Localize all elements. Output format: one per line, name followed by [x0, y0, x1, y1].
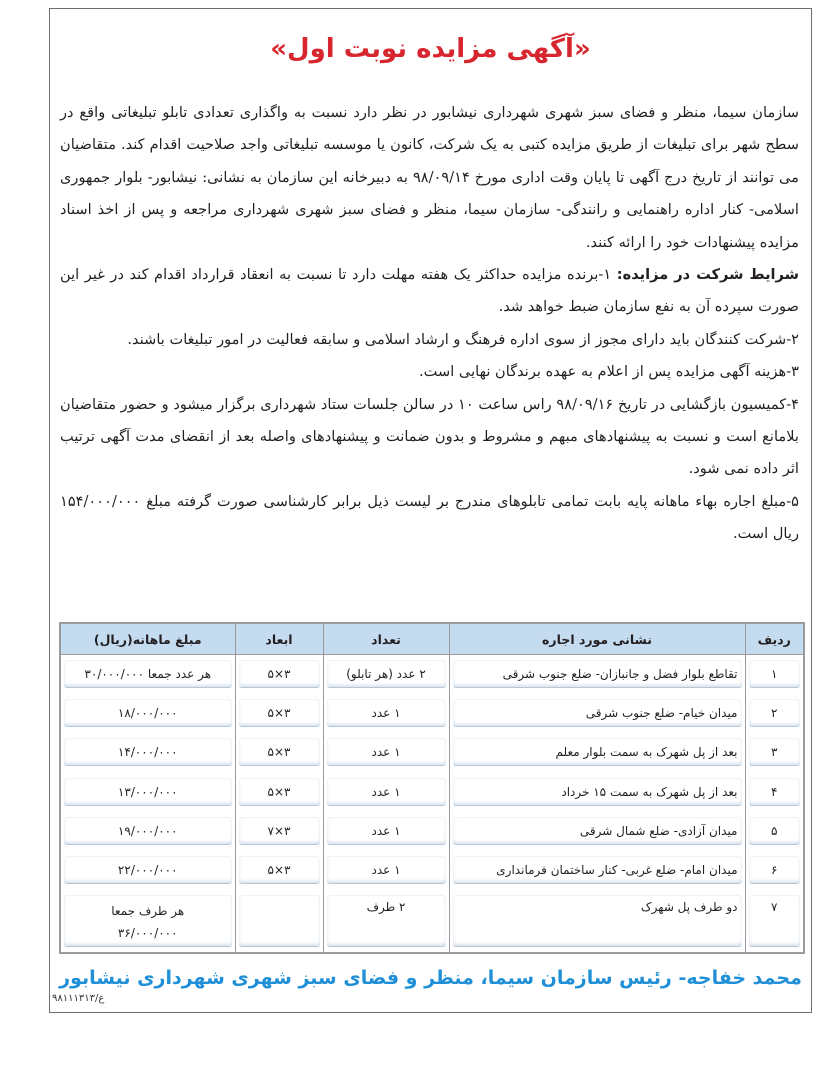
header-monthly-amount: مبلغ ماهانه(ریال) — [61, 624, 235, 655]
billboard-grid — [61, 624, 803, 952]
condition-3-paragraph: ۳-هزینه آگهی مزایده پس از اعلام به عهده برندگان نهایی است. — [419, 363, 799, 381]
row-dimensions: ۳×۵ — [239, 738, 320, 766]
condition-1-text: ۱-برنده مزایده حداکثر یک هفته مهلت دارد تا نسبت به انعقاد قرارداد اقدام کند در غیر این صورت سپرده آن به نفع سازمان ضبط خواهد شد. — [60, 266, 799, 316]
row-amount: ۱۳/۰۰۰/۰۰۰ — [64, 778, 232, 806]
billboard-table — [59, 622, 805, 954]
conditions-label: شرایط شرکت در مزایده: — [616, 266, 799, 284]
row-dimensions: ۳×۷ — [239, 817, 320, 845]
row-count: ۲ عدد (هر تابلو) — [327, 660, 446, 688]
condition-5-paragraph: ۵-مبلغ اجاره بهاء ماهانه پایه بابت تمامی تابلوهای مندرج بر لیست ذیل برابر کارشناسی صورت گرفته مبلغ ۱۵۴/۰۰۰/۰۰۰ ریال است. — [60, 492, 799, 543]
notice-code: ع/۹۸۱۱۱۳۱۳ — [52, 993, 105, 1004]
condition-4-paragraph: ۴-کمیسیون بازگشایی در تاریخ ۹۸/۰۹/۱۶ راس ساعت ۱۰ در سالن جلسات ستاد شهرداری برگزار میشود و حضور متقاضیان بلامانع است و نسبت به پیشنهادهای مبهم و مشروط و بدون ضمانت و پیشنهادهای واصله بعد از انقضای مدت آگهی ترتیب اثر داده نمی شود. — [60, 395, 799, 478]
row-address: دو طرف پل شهرک — [453, 895, 742, 947]
table-row — [61, 851, 803, 890]
row-amount: ۱۸/۰۰۰/۰۰۰ — [64, 699, 232, 727]
row-amount — [64, 895, 232, 947]
table-row — [61, 733, 803, 772]
row-address: میدان امام- ضلع غربی- کنار ساختمان فرمانداری — [453, 856, 742, 884]
header-count: تعداد — [323, 624, 449, 655]
row-address: بعد از پل شهرک به سمت ۱۵ خرداد — [453, 778, 742, 806]
table-row — [61, 890, 803, 952]
table-row — [61, 694, 803, 733]
row-number: ۶ — [749, 856, 801, 884]
row-amount: ۱۴/۰۰۰/۰۰۰ — [64, 738, 232, 766]
row-dimensions: ۳×۵ — [239, 699, 320, 727]
row-dimensions: ۳×۵ — [239, 660, 320, 688]
row-dimensions — [239, 895, 320, 947]
row-number: ۷ — [749, 895, 801, 947]
row-amount: ۲۲/۰۰۰/۰۰۰ — [64, 856, 232, 884]
auction-notice — [49, 8, 812, 1013]
row-address: بعد از پل شهرک به سمت بلوار معلم — [453, 738, 742, 766]
row-count: ۱ عدد — [327, 778, 446, 806]
row-number: ۴ — [749, 778, 801, 806]
table-row — [61, 655, 803, 695]
row-dimensions: ۳×۵ — [239, 856, 320, 884]
row-count: ۱ عدد — [327, 699, 446, 727]
row-amount-value: ۳۶/۰۰۰/۰۰۰ — [117, 926, 178, 941]
row-count: ۱ عدد — [327, 817, 446, 845]
row-address: میدان خیام- ضلع جنوب شرقی — [453, 699, 742, 727]
row-count: ۱ عدد — [327, 856, 446, 884]
table-header-row — [61, 624, 803, 655]
row-dimensions: ۳×۵ — [239, 778, 320, 806]
row-address: میدان آزادی- ضلع شمال شرقی — [453, 817, 742, 845]
header-dimensions: ابعاد — [235, 624, 323, 655]
row-count: ۱ عدد — [327, 738, 446, 766]
row-amount-label: هر طرف جمعا — [111, 904, 185, 919]
table-row — [61, 773, 803, 812]
header-row-no: ردیف — [745, 624, 803, 655]
header-address: نشانی مورد اجاره — [449, 624, 745, 655]
row-amount: ۱۹/۰۰۰/۰۰۰ — [64, 817, 232, 845]
row-count: ۲ طرف — [327, 895, 446, 947]
condition-2-paragraph: ۲-شرکت کنندگان باید دارای مجوز از سوی اداره فرهنگ و ارشاد اسلامی و سابقه فعالیت در امور تبلیغات باشند. — [127, 330, 799, 348]
condition-1-paragraph — [60, 259, 799, 324]
row-number: ۵ — [749, 817, 801, 845]
row-number: ۳ — [749, 738, 801, 766]
notice-body — [60, 97, 799, 551]
intro-paragraph: سازمان سیما، منظر و فضای سبز شهری شهرداری نیشابور در نظر دارد نسبت به واگذاری تعدادی تابلو تبلیغاتی واقع در سطح شهر برای تبلیغات از طریق مزایده کتبی به یک شرکت، کانون یا موسسه تبلیغاتی واجد صلاحیت اقدام کند. متقاضیان می توانند از تاریخ درج آگهی تا پایان وقت اداری مورخ ۹۸/۰۹/۱۴ به دبیرخانه این سازمان به نشانی: نیشابور- بلوار جمهوری اسلامی- کنار اداره راهنمایی و رانندگی- سازمان سیما، منظر و فضای سبز شهری شهرداری مراجعه و پس از اخذ اسناد مزایده پیشنهادات خود را ارائه کنند. — [60, 104, 800, 251]
notice-title: «آگهی مزایده نوبت اول» — [270, 34, 591, 64]
signature-line: محمد خفاجه- رئیس سازمان سیما، منظر و فضای سبز شهری شهرداری نیشابور — [59, 967, 802, 989]
row-number: ۱ — [749, 660, 801, 688]
row-number: ۲ — [749, 699, 801, 727]
table-row — [61, 812, 803, 851]
row-amount: هر عدد جمعا ۳۰/۰۰۰/۰۰۰ — [64, 660, 232, 688]
row-address: تقاطع بلوار فضل و جانبازان- ضلع جنوب شرقی — [453, 660, 742, 688]
